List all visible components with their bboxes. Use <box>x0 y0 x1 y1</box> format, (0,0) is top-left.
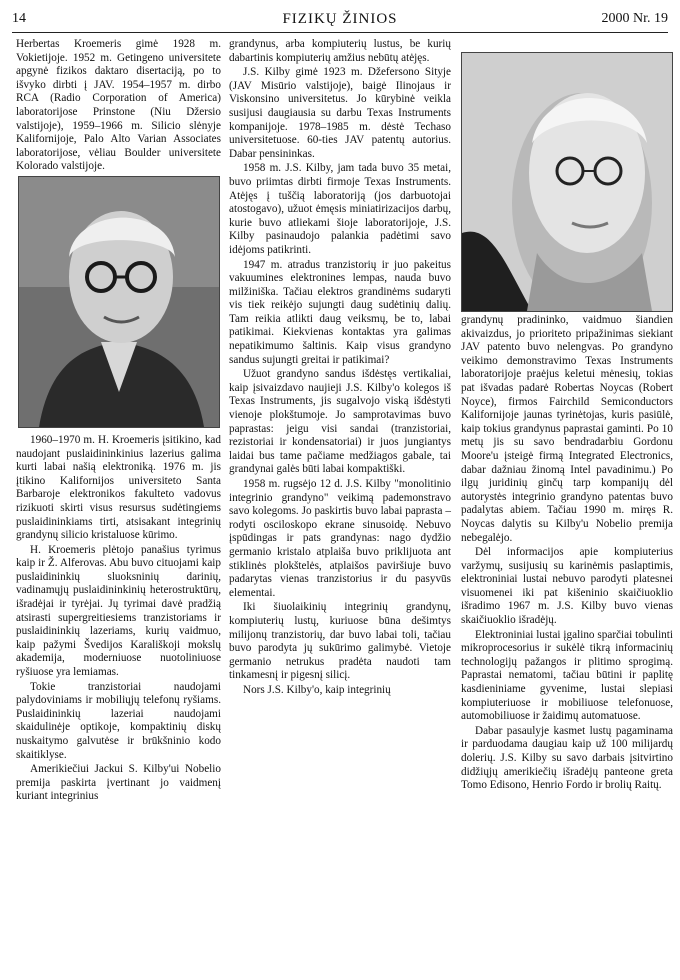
kroemer-bio-paragraph: Herbertas Kroemeris gimė 1928 m. Vokietijoje. 1952 m. Getingeno universitete apgynė fizikos daktaro disertaciją, po to išvyko dirbti į JAV. 1954–1957 m. dirbo RCA (Radio Corporation of America) laboratorijose Prinstone (Niu Džersio valstijoje), 1959–1966 m. Silicio slėnyje Kalifornijoje, Palo Alto Varian Associates laboratorijose, vėliau Boulder universitete Kolorado valstijoje. <box>16 38 221 173</box>
page-number: 14 <box>12 11 26 26</box>
col2-paragraph-7: Iki šiuolaikinių integrinių grandynų, kompiuterių lustų, kuriuose būna dešimtys milijonų tranzistorių, dar buvo labai toli, tačiau buvo parodyta jų sukūrimo galimybė. Vietoje germanio netrukus pradėta naudoti tam tinkamesnį ir pigesnį silicį. <box>229 601 451 682</box>
col3-paragraph-4: Dabar pasaulyje kasmet lustų pagaminama ir parduodama daugiau kaip už 100 milijardų dolerių. J.S. Kilby su savo darbais įsitvirtino didžiųjų amerikiečių išradėjų panteone greta Tomo Edisono, Henrio Fordo ir brolių Raitų. <box>461 724 673 792</box>
kroemer-paragraph-4: Tokie tranzistoriai naudojami palydoviniams ir mobiliųjų telefonų ryšiams. Puslaidininkių lazeriai naudojami skaidulinėje optikoje, kompaktinių diskų nuskaitymo galvutėse ir brūkšninio kodo skaitiklyse. <box>16 680 221 761</box>
column-3 <box>461 38 673 794</box>
kroemer-portrait-photo <box>18 176 220 428</box>
issue-label: 2000 Nr. 19 <box>601 11 668 26</box>
col3-paragraph-3: Elektroniniai lustai įgalino sparčiai tobulinti mikroprocesorius ir sukėlė tikrą informacinių technologijų pažangos ir plitimo sprogimą. Paprastai nematomi, tačiau būtini ir paplitę kasdieniniame gyvenime, lustai slepiasi kompiuteriuose ir mobiliuose telefonuose, automobiliuose ir žaidimų automatuose. <box>461 628 673 723</box>
kroemer-paragraph-2: 1960–1970 m. H. Kroemeris įsitikino, kad naudojant puslaidininkinius lazerius galima kurti labai našią elektroniką. 1976 m. jis įtikino Kalifornijos universiteto Santa Barbaroje elektronikos fakulteto vadovus rizikuoti skirti visus resursus sudėtingiems puslaidininkiams tirti, atsisakant integrinių grandynų silicio kristaluose kūrimo. <box>16 433 221 542</box>
col2-paragraph-4: 1947 m. atradus tranzistorių ir juo pakeitus vakuumines elektronines lempas, nauda buvo milžiniška. Tačiau elektros grandinėms sudaryti vis tiek reikėjo sujungti daug sudėtinių dalių. Tam reikia atlikti daug veiksmų, be to, labai patikimai. Kiekvienas kontaktas yra galimas nepatikimumo šaltinis. Kaip visus grandyno sandus sujungti greitai ir patikimai? <box>229 258 451 366</box>
page-header <box>12 6 668 33</box>
col2-paragraph-3: 1958 m. J.S. Kilby, jam tada buvo 35 metai, buvo priimtas dirbti firmoje Texas Instruments. Atėjęs į tuščią laboratoriją (jos darbuotojai atostogavo), užuot ėmęsis miniatirizacijos darbų, kurie buvo atliekami šioje laboratorijoje, J.S. Kilby pasinaudojo palankia padėtimi savo idėjoms patikrinti. <box>229 162 451 256</box>
col2-paragraph-6: 1958 m. rugsėjo 12 d. J.S. Kilby "monolitinio integrinio grandyno" veikimą pademonstravo savo kolegoms. Jo paskirtis buvo labai paprasta – rodyti osciloskopo ekrane sinusoidę. Nebuvo įspūdingas ir pats grandynas: nago dydžio germanio kristalo atplaiša buvo priklijuota ant stiklinės plokštelės, atplaišos paviršiuje buvo padarytas vienas tranzistorius ir du pasyvūs elementai. <box>229 478 451 599</box>
column-1 <box>16 38 221 805</box>
kroemer-paragraph-3: H. Kroemeris plėtojo panašius tyrimus kaip ir Ž. Alferovas. Abu buvo cituojami kaip puslaidininkių sluoksninių darinių, vadinamųjų puslaidininkinių heterostruktūrų, išradėjai ir tyrėjai. Jų tyrimai davė pradžią atsirasti supergreitiesiems tranzistoriams ir puslaidininkių lazeriams, kurių vaidmuo, kaip pažymi Švedijos Karališkoji mokslų akademija, moderniuose nuotoliniuose ryšiuose yra lemiamas. <box>16 543 221 679</box>
col2-paragraph-5: Užuot grandyno sandus išdėstęs vertikaliai, kaip įsivaizdavo naujieji J.S. Kilby'o kolegos iš Texas Instruments, jis sugalvojo viską išdėstyti vienoje plokštumoje. Jo samprotavimas buvo paprastas: jeigu visi sandai (tranzistoriai, rezistoriai ir kondensatoriai) ir juos jungiantys laidai bus tame pačiame medžiagos gabale, tai grandynai galės būti labai kompaktiški. <box>229 368 451 476</box>
kilby-intro-paragraph: Amerikiečiui Jackui S. Kilby'ui Nobelio premija paskirta įvertinant jo vaidmenį kuriant integrinius <box>16 763 221 803</box>
col3-paragraph-2: Dėl informacijos apie kompiuterius varžymų, susijusių su karinėmis paslaptimis, elektroniniai lustai nebuvo parodyti platesnei visuomenei iki pat kišeninio skaičiuoklio išradimo 1967 m. J.S. Kilby buvo vienas skaičiuoklio išradėjų. <box>461 546 673 627</box>
kilby-bio-paragraph: J.S. Kilby gimė 1923 m. Džefersono Sityje (JAV Misūrio valstijoje), baigė Ilinojaus ir Viskonsino universitetus. Jo kūrybinė veikla susijusi daugiausia su darbu Texas Instruments kompanijoje. 1978–1985 m. dėstė Techaso universitetuose. 60-ties JAV patentų autorius. Dabar pensininkas. <box>229 66 451 160</box>
col2-paragraph-1: grandynus, arba kompiuterių lustus, be kurių dabartinis kompiuterių amžius nebūtų atėjęs. <box>229 38 451 64</box>
col3-paragraph-1: grandynų pradininko, vaidmuo šiandien akivaizdus, jo prioriteto pripažinimas siekiant JAV patento buvo nelengvas. Po grandyno veikimo demonstravimo Texas Instruments laboratorijoje praėjus keletui mėnesių, tokias pat išvadas padarė Robertas Noycas (Robert Noyce), firmos Fairchild Semiconductors Kalifornijoje jaunas tyrinėtojas, kuris pasiūlė, kaip tokius grandynus paprastai gaminti. Po 10 metų jis su savo bendradarbiu Gordonu Moore'u įsteigė firmą Integrated Electronics, dabar dažniau žinomą Intel pavadinimu.) Po ilgų juridinių ginčų tarp kompanijų dėl autorystės integrinio grandyno patentas buvo padalytas abiem. Tačiau 1990 m. miręs R. Noycas dalytis su Kilby'u Nobelio premija nebegalėjo. <box>461 314 673 544</box>
column-2 <box>229 38 451 699</box>
col2-paragraph-8: Nors J.S. Kilby'o, kaip integrinių <box>243 683 391 696</box>
journal-title: FIZIKŲ ŽINIOS <box>282 11 398 27</box>
